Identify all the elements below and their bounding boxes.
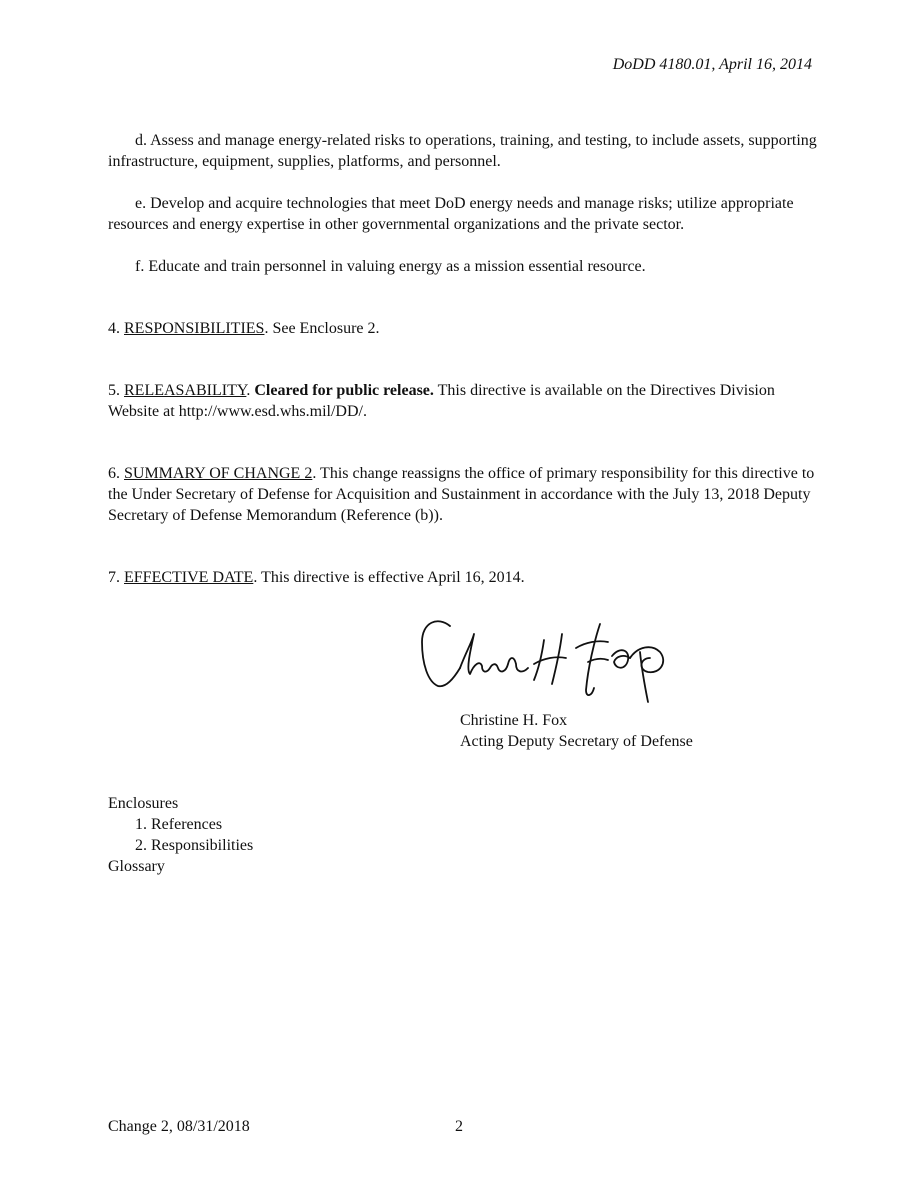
section-number: 7. — [108, 569, 124, 586]
glossary-label: Glossary — [108, 858, 165, 875]
section-heading: RELEASABILITY — [124, 382, 247, 399]
section-heading: EFFECTIVE DATE — [124, 569, 254, 586]
signature-stroke — [630, 647, 663, 672]
section-text: . This change reassigns the office of primary responsibility for this directive to the Under Secretary of Defense for Acquisition and Sustainment in accordance with the July 13, 2018 Deputy Secretary of Defense Memorandum (Reference (b)). — [108, 465, 815, 524]
enclosure-item: 2. Responsibilities — [135, 837, 254, 854]
enclosures-list — [108, 793, 253, 877]
paragraph-f: f. Educate and train personnel in valuing energy as a mission essential resource. — [135, 258, 646, 275]
section-number: 5. — [108, 382, 124, 399]
document-header: DoDD 4180.01, April 16, 2014 — [612, 56, 812, 73]
signature-stroke — [422, 621, 460, 686]
signature-stroke — [576, 641, 608, 648]
release-statement: Cleared for public release. — [254, 382, 434, 399]
page-number: 2 — [455, 1118, 463, 1135]
section-summary-of-change — [108, 463, 818, 526]
section-effective-date — [108, 567, 818, 588]
section-separator: . — [246, 382, 255, 399]
section-number: 6. — [108, 465, 124, 482]
paragraph-d: d. Assess and manage energy-related risks to operations, training, and testing, to include assets, supporting infrastructure, equipment, supplies, platforms, and personnel. — [108, 132, 817, 170]
document-body — [108, 130, 818, 588]
section-releasability — [108, 380, 818, 422]
signature-stroke — [612, 650, 630, 668]
signer-name: Christine H. Fox — [460, 712, 568, 729]
footer-change: Change 2, 08/31/2018 — [108, 1118, 250, 1135]
section-text: . This directive is effective April 16, 2014. — [253, 569, 525, 586]
section-heading: RESPONSIBILITIES — [124, 320, 265, 337]
signature-block — [460, 710, 693, 752]
paragraph-e: e. Develop and acquire technologies that meet DoD energy needs and manage risks; utilize appropriate resources and energy expertise in other governmental organizations and the private sector. — [108, 195, 794, 233]
signature-stroke — [460, 634, 528, 674]
section-responsibilities — [108, 318, 818, 339]
section-text: This directive is available on the Directives Division Website at http://www.esd.whs.mil/DD/. — [108, 382, 775, 420]
section-text: . See Enclosure 2. — [264, 320, 380, 337]
section-number: 4. — [108, 320, 124, 337]
enclosures-heading: Enclosures — [108, 795, 179, 812]
signature-stroke — [552, 634, 562, 684]
handwritten-signature — [416, 612, 672, 708]
section-heading: SUMMARY OF CHANGE 2 — [124, 465, 313, 482]
signer-title: Acting Deputy Secretary of Defense — [460, 733, 693, 750]
enclosure-item: 1. References — [135, 816, 223, 833]
